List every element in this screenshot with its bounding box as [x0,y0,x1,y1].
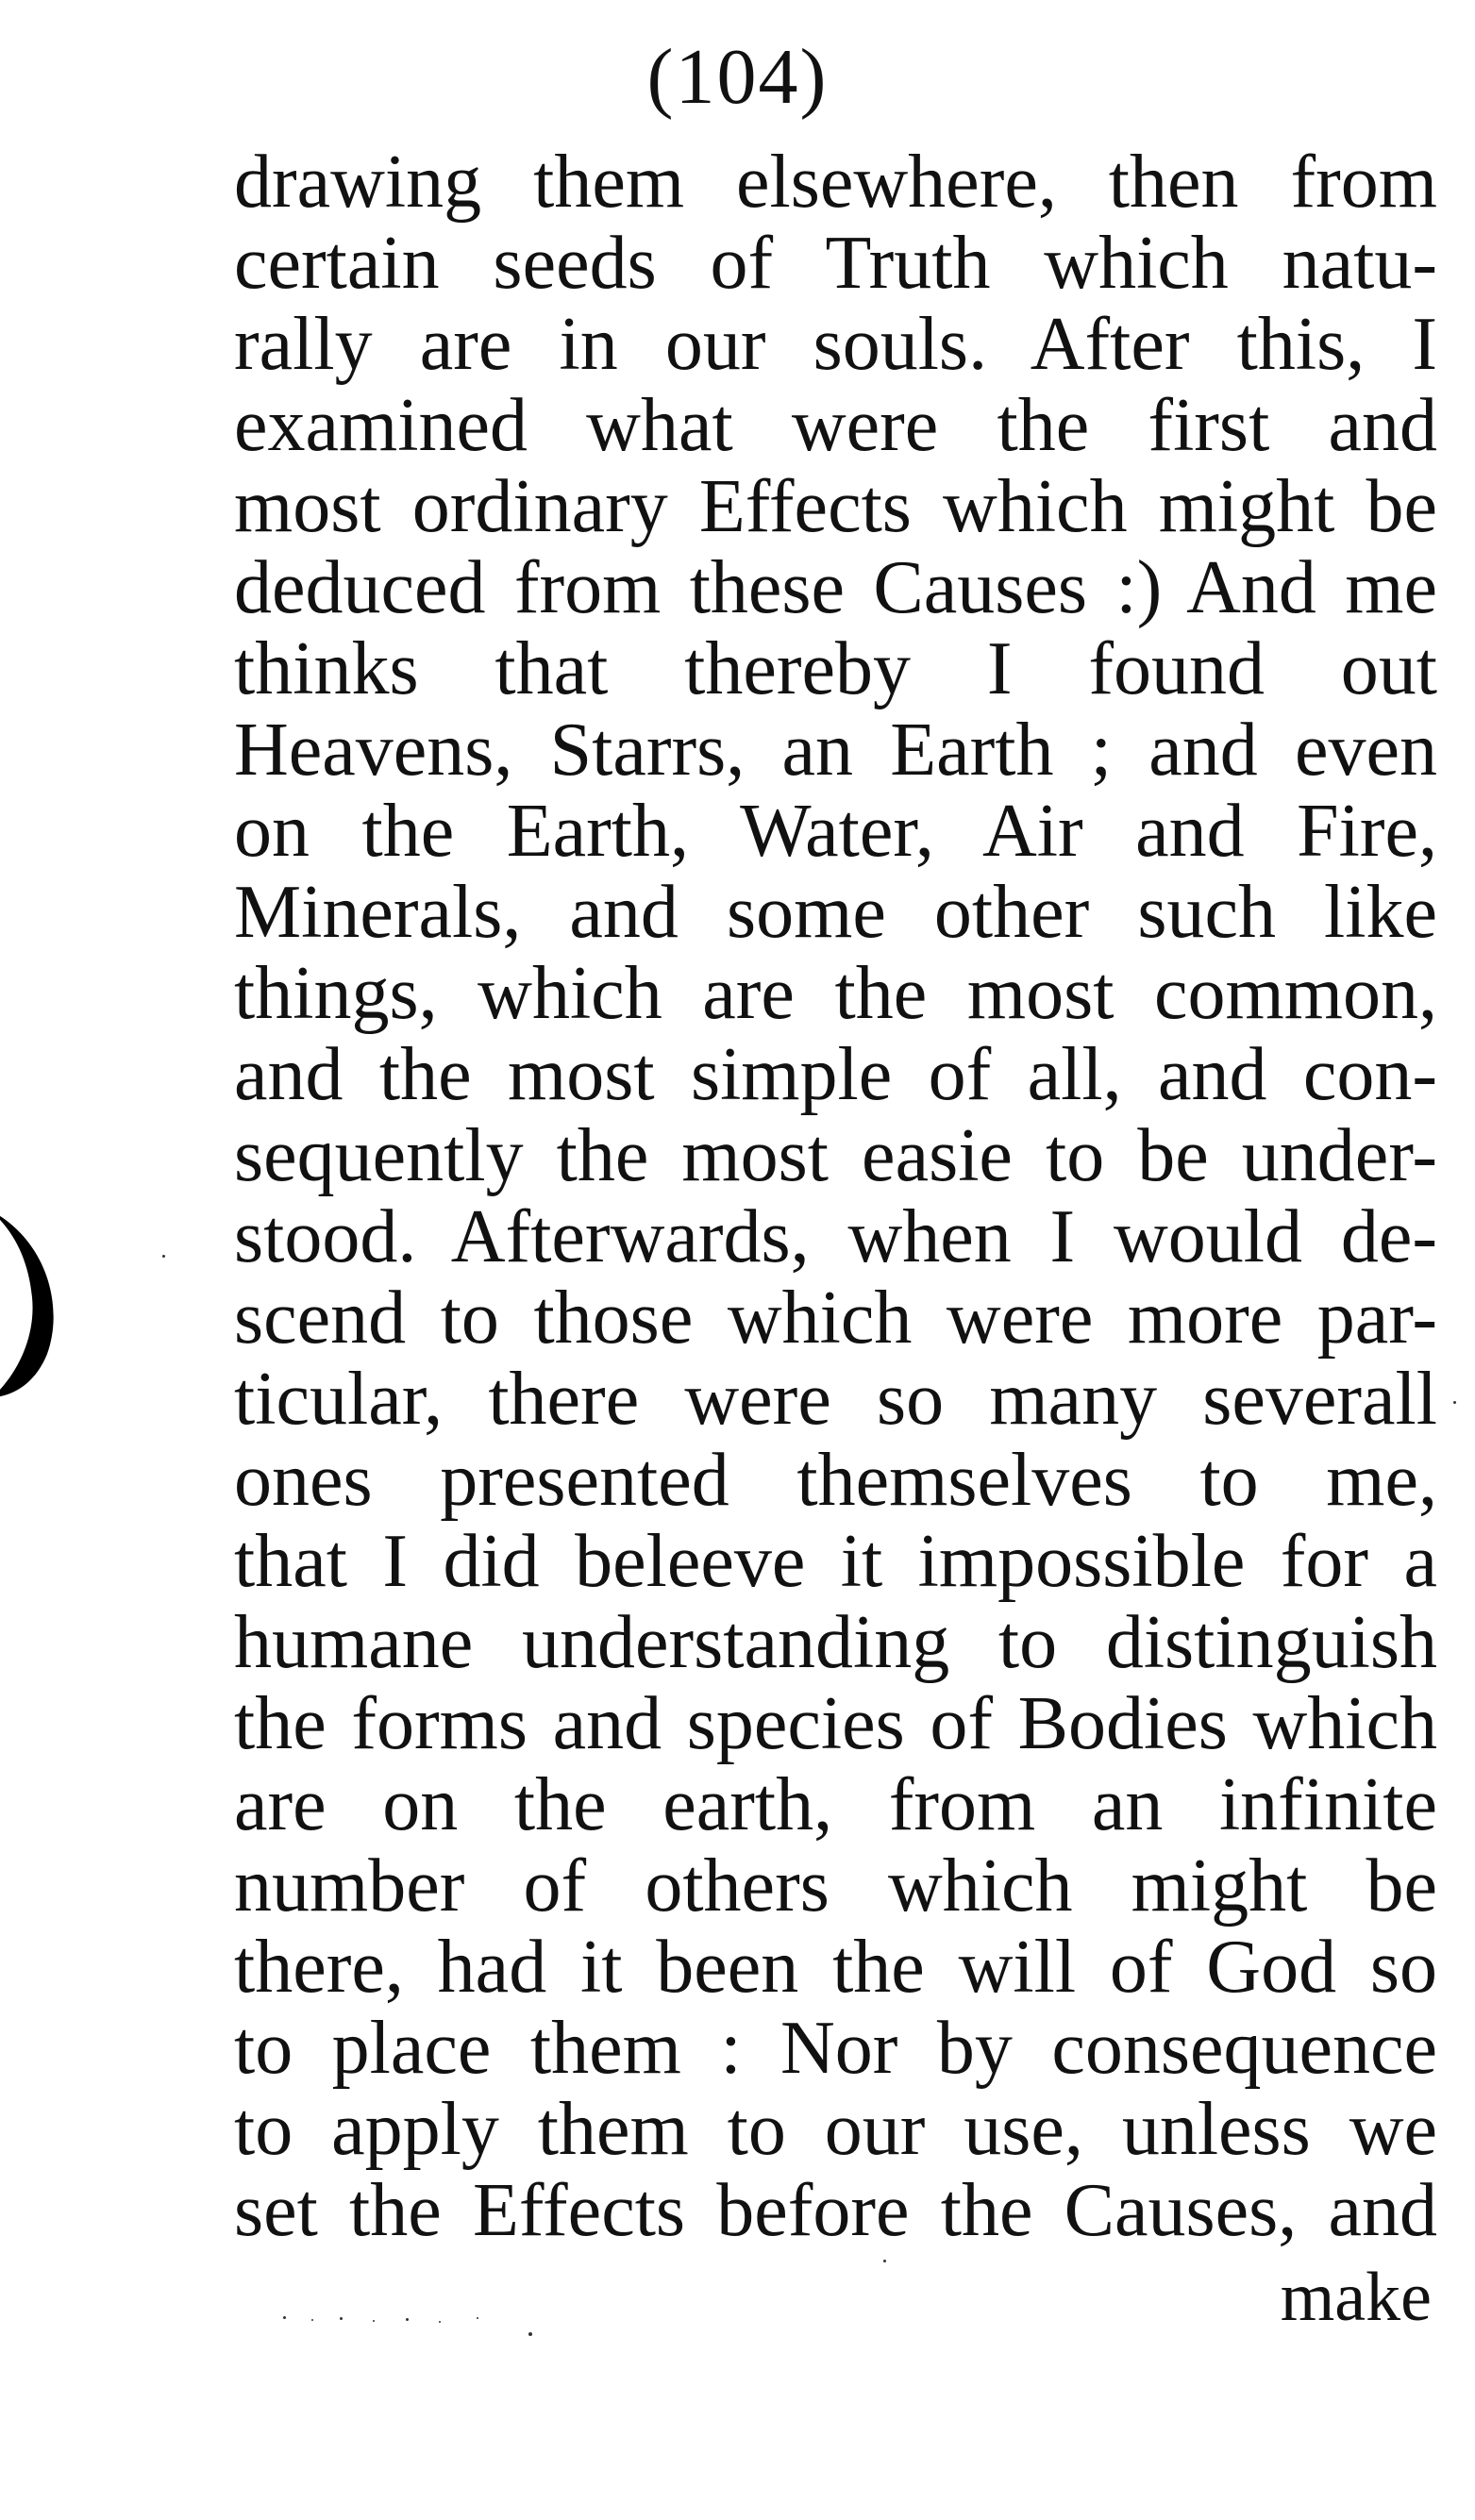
text-line: and the most simple of all, and con- [234,1034,1437,1115]
paper-speckle [883,2260,886,2262]
paper-speckle [283,2316,286,2319]
page-number: (104) [646,33,829,121]
text-line: sequently the most easie to be under- [234,1115,1437,1196]
text-line: are on the earth, from an infinite [234,1764,1437,1845]
paper-speckle [406,2318,409,2321]
text-line: rally are in our souls. After this, I [234,304,1437,385]
text-line: most ordinary Effects which might be [234,466,1437,547]
text-line: certain seeds of Truth which natu- [234,223,1437,304]
text-line: stood. Afterwards, when I would de- [234,1196,1437,1277]
text-line: that I did beleeve it impossible for a [234,1521,1437,1602]
text-line: number of others which might be [234,1845,1437,1927]
text-line: humane understanding to distinguish [234,1602,1437,1683]
paper-speckle [528,2332,532,2336]
paper-speckle [477,2317,478,2319]
text-line: ticular, there were so many severall [234,1359,1437,1440]
text-line: set the Effects before the Causes, and [234,2170,1437,2251]
paper-speckle [311,2319,313,2321]
text-line: on the Earth, Water, Air and Fire, [234,791,1437,872]
text-line: to place them : Nor by consequence [234,2008,1437,2089]
text-line: scend to those which were more par- [234,1277,1437,1359]
paper-speckle [439,2321,441,2323]
text-line: there, had it been the will of God so [234,1927,1437,2008]
text-line: the forms and species of Bodies which [234,1683,1437,1764]
text-line: examined what were the first and [234,385,1437,466]
paper-speckle [373,2320,375,2322]
text-line: Minerals, and some other such like [234,872,1437,953]
text-line: drawing them elsewhere, then from [234,142,1437,223]
text-line: to apply them to our use, unless we [234,2089,1437,2170]
body-text [234,142,1437,2251]
text-line: thinks that thereby I found out [234,628,1437,709]
text-line: ones presented themselves to me, [234,1440,1437,1521]
paper-speckle [340,2317,343,2320]
paper-speckle [162,1255,165,1258]
text-line: Heavens, Starrs, an Earth ; and even [234,709,1437,791]
paper-speckle [1453,1401,1456,1404]
margin-bracket-mark [0,1203,66,1401]
catchword: make [1280,2259,1432,2336]
text-line: things, which are the most common, [234,953,1437,1034]
text-line: deduced from these Causes :) And me [234,547,1437,628]
